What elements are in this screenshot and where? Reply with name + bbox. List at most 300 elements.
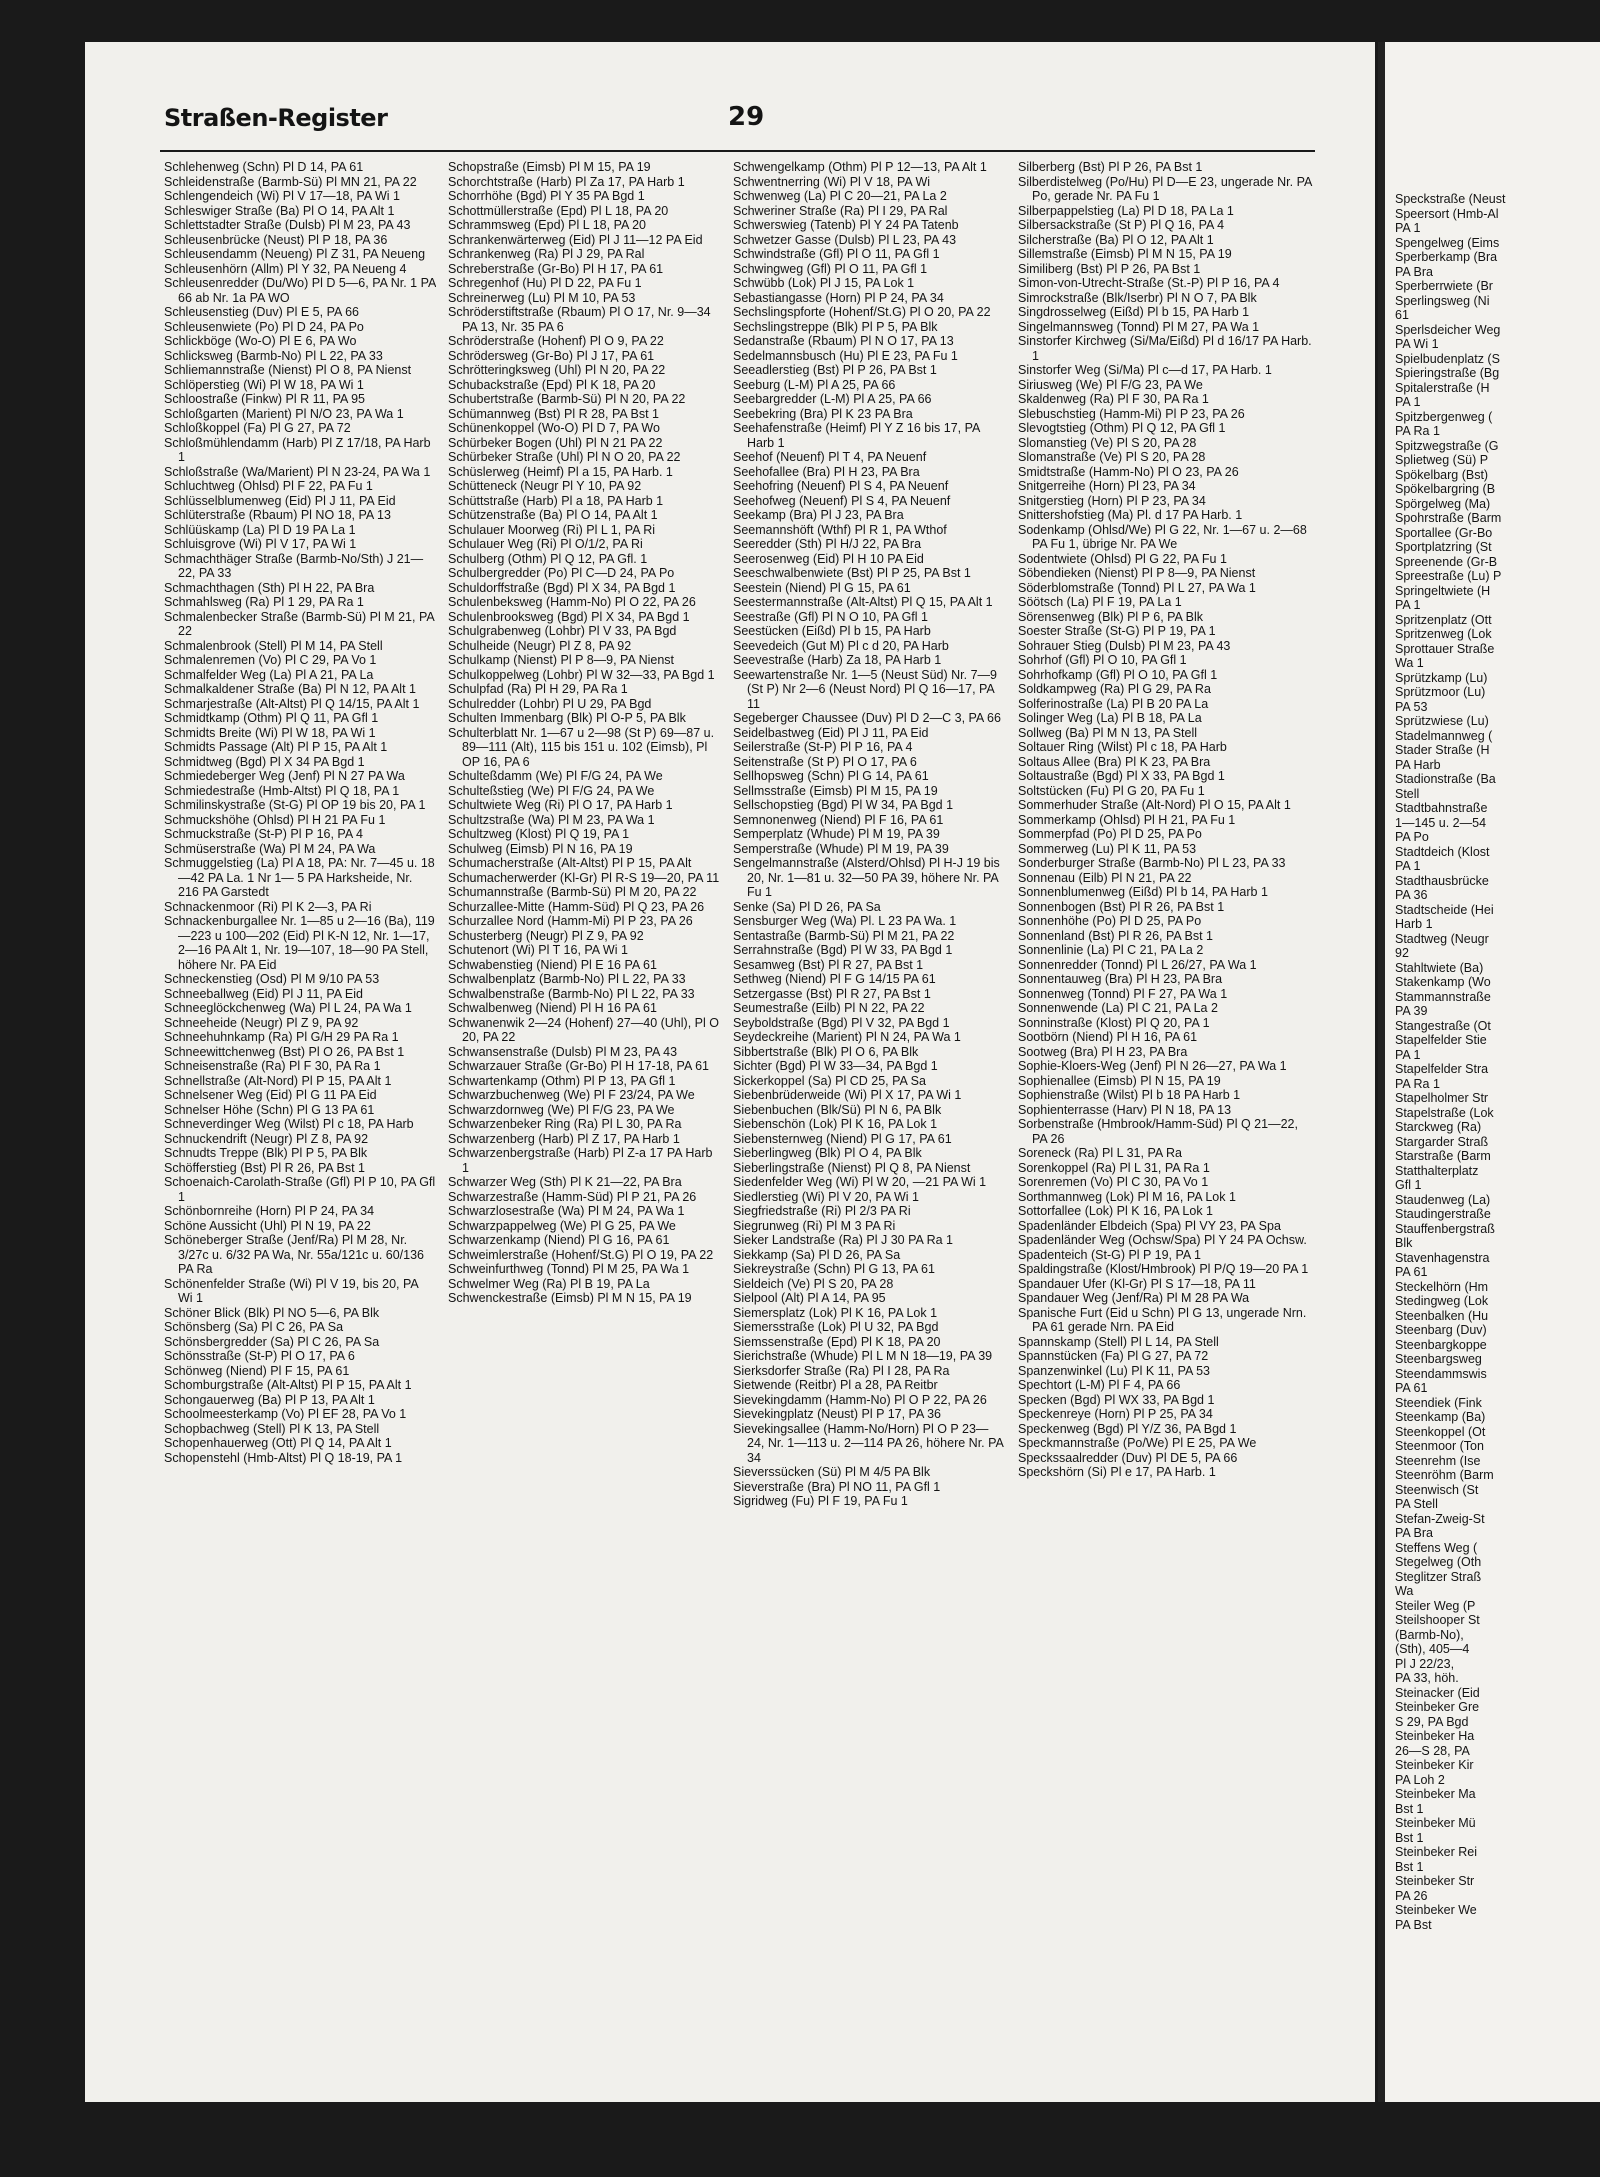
register-entry: PA Harb bbox=[1395, 757, 1441, 772]
register-entry: Seydeckreihe (Marient) Pl N 24, PA Wa 1 bbox=[733, 1030, 961, 1044]
register-entry: Specken (Bgd) Pl WX 33, PA Bgd 1 bbox=[1018, 1392, 1215, 1407]
register-entry: Steenbargkoppe bbox=[1395, 1337, 1487, 1352]
register-entry: Simon-von-Utrecht-Straße (St.-P) Pl P 16, PA 4 bbox=[1018, 276, 1280, 290]
register-entry: Bst 1 bbox=[1395, 1801, 1424, 1816]
register-entry: Schneisenstraße (Ra) Pl F 30, PA Ra 1 bbox=[164, 1059, 381, 1073]
page-number: 29 bbox=[728, 102, 765, 132]
register-entry: Schrödersweg (Gr-Bo) Pl J 17, PA 61 bbox=[448, 348, 655, 363]
register-entry: PA Bra bbox=[1395, 1526, 1433, 1540]
column-2 bbox=[448, 160, 720, 2020]
register-entry: Seestermannstraße (Alt-Altst) Pl Q 15, PA Alt 1 bbox=[733, 595, 993, 609]
register-entry: Schulteßdamm (We) Pl F/G 24, PA We bbox=[448, 769, 663, 783]
register-entry: Siedenfelder Weg (Wi) Pl W 20, —21 PA Wi 1 bbox=[733, 1175, 987, 1189]
register-entry: Schümannweg (Bst) Pl R 28, PA Bst 1 bbox=[448, 406, 659, 421]
register-entry: Speckssaalredder (Duv) Pl DE 5, PA 66 bbox=[1018, 1450, 1238, 1465]
register-entry: Siebenbrüderweide (Wi) Pl X 17, PA Wi 1 bbox=[733, 1088, 962, 1102]
register-entry: Sommerpfad (Po) Pl D 25, PA Po bbox=[1018, 827, 1202, 841]
register-entry: Schloßstraße (Wa/Marient) Pl N 23-24, PA Wa 1 bbox=[164, 464, 431, 479]
register-entry: Schützenstraße (Ba) Pl O 14, PA Alt 1 bbox=[448, 508, 658, 522]
register-entry: Schwübb (Lok) Pl J 15, PA Lok 1 bbox=[733, 276, 915, 290]
register-entry: Siebenbuchen (Blk/Sü) Pl N 6, PA Blk bbox=[733, 1102, 942, 1117]
register-entry: Silberberg (Bst) Pl P 26, PA Bst 1 bbox=[1018, 160, 1203, 174]
register-entry: PA 33, höh. bbox=[1395, 1671, 1459, 1685]
register-entry: Schnudts Treppe (Blk) Pl P 5, PA Blk bbox=[164, 1146, 368, 1160]
register-entry: Steckelhörn (Hm bbox=[1395, 1279, 1489, 1294]
register-entry: Schlickböge (Wo-O) Pl E 6, PA Wo bbox=[164, 334, 357, 348]
page-title: Straßen-Register bbox=[164, 104, 388, 132]
register-entry: Schüttstraße (Harb) Pl a 18, PA Harb 1 bbox=[448, 493, 664, 508]
register-entry: Stapelfelder Stie bbox=[1395, 1033, 1487, 1047]
register-entry: Schwansenstraße (Dulsb) Pl M 23, PA 43 bbox=[448, 1044, 678, 1059]
register-entry: Schluisgrove (Wi) Pl V 17, PA Wi 1 bbox=[164, 537, 357, 551]
register-entry: Schmiedestraße (Hmb-Altst) Pl Q 18, PA 1 bbox=[164, 783, 400, 798]
register-entry: Schrammsweg (Epd) Pl L 18, PA 20 bbox=[448, 218, 647, 232]
register-entry: Steinacker (Eid bbox=[1395, 1685, 1480, 1700]
register-entry: PA 1 bbox=[1395, 859, 1421, 873]
register-entry: Steglitzer Straß bbox=[1395, 1569, 1482, 1584]
register-entry: Schnellstraße (Alt-Nord) Pl P 15, PA Alt 1 bbox=[164, 1073, 392, 1088]
register-entry: Stakenkamp (Wo bbox=[1395, 975, 1491, 989]
register-entry: Schmalenbrook (Stell) Pl M 14, PA Stell bbox=[164, 638, 383, 653]
register-entry: Sonnenblumenweg (Eißd) Pl b 14, PA Harb 1 bbox=[1018, 885, 1268, 899]
register-entry: Sprützmoor (Lu) bbox=[1395, 685, 1486, 699]
register-entry: Sorenremen (Vo) Pl C 30, PA Vo 1 bbox=[1018, 1175, 1209, 1189]
register-entry: Schmidts Passage (Alt) Pl P 15, PA Alt 1 bbox=[164, 740, 388, 754]
register-entry: Stadtbahnstraße bbox=[1395, 801, 1488, 815]
register-entry: Solferinostraße (La) Pl B 20 PA La bbox=[1018, 696, 1209, 711]
register-entry: Sinstorfer Weg (Si/Ma) Pl c—d 17, PA Harb. 1 bbox=[1018, 363, 1272, 377]
register-entry: Schneckenstieg (Osd) Pl M 9/10 PA 53 bbox=[164, 972, 380, 986]
register-entry: Schünenkoppel (Wo-O) Pl D 7, PA Wo bbox=[448, 421, 660, 435]
register-entry: Sottorfallee (Lok) Pl K 16, PA Lok 1 bbox=[1018, 1204, 1214, 1218]
register-entry: Sonnenhöhe (Po) Pl D 25, PA Po bbox=[1018, 914, 1202, 928]
register-entry: Schmalfelder Weg (La) Pl A 21, PA La bbox=[164, 667, 374, 682]
register-entry: Seemannshöft (Wthf) Pl R 1, PA Wthof bbox=[733, 522, 947, 537]
register-entry: Schwenweg (La) Pl C 20—21, PA La 2 bbox=[733, 189, 947, 203]
register-entry: Schürbeker Straße (Uhl) Pl N O 20, PA 22 bbox=[448, 450, 681, 464]
register-entry: Schnuckendrift (Neugr) Pl Z 8, PA 92 bbox=[164, 1131, 369, 1146]
register-entry: Schleusendamm (Neueng) Pl Z 31, PA Neueng bbox=[164, 247, 426, 261]
register-entry: Smidtstraße (Hamm-No) Pl O 23, PA 26 bbox=[1018, 464, 1239, 479]
register-entry: Schwalbenweg (Niend) Pl H 16 PA 61 bbox=[448, 1001, 657, 1015]
register-entry: Starstraße (Barm bbox=[1395, 1149, 1491, 1163]
register-entry: Soltstücken (Fu) Pl G 20, PA Fu 1 bbox=[1018, 783, 1205, 798]
register-entry: Sensburger Weg (Wa) Pl. L 23 PA Wa. 1 bbox=[733, 914, 957, 928]
register-entry: Schumacherstraße (Alt-Altst) Pl P 15, PA Alt bbox=[448, 856, 692, 870]
register-entry: Blk bbox=[1395, 1236, 1413, 1250]
register-entry: Schweimlerstraße (Hohenf/St.G) Pl O 19, PA 22 bbox=[448, 1247, 714, 1262]
register-entry: Siemersstraße (Lok) Pl U 32, PA Bgd bbox=[733, 1320, 939, 1334]
register-entry: Schürbeker Bogen (Uhl) Pl N 21 PA 22 bbox=[448, 435, 663, 450]
register-entry: Sorbenstraße (Hmbrook/Hamm-Süd) Pl Q 21—22, PA 26 bbox=[1018, 1117, 1298, 1146]
register-entry: PA 1 bbox=[1395, 221, 1421, 235]
register-entry: Söötsch (La) Pl F 19, PA La 1 bbox=[1018, 595, 1182, 609]
register-entry: Spannskamp (Stell) Pl L 14, PA Stell bbox=[1018, 1334, 1219, 1349]
register-entry: Silberpappelstieg (La) Pl D 18, PA La 1 bbox=[1018, 203, 1234, 218]
register-entry: Schlehenweg (Schn) Pl D 14, PA 61 bbox=[164, 160, 364, 174]
column-3 bbox=[733, 160, 1005, 2020]
register-entry: Schmuggelstieg (La) Pl A 18, PA: Nr. 7—45 u. 18—42 PA La. 1 Nr 1— 5 PA Harksheide, Nr. 216 PA Garstedt bbox=[164, 856, 435, 899]
register-entry: Schwarzestraße (Hamm-Süd) Pl P 21, PA 26 bbox=[448, 1189, 697, 1204]
register-entry: Siemersplatz (Lok) Pl K 16, PA Lok 1 bbox=[733, 1305, 938, 1320]
register-entry: Schubackstraße (Epd) Pl K 18, PA 20 bbox=[448, 377, 656, 392]
register-entry: Sonnenweg (Tonnd) Pl F 27, PA Wa 1 bbox=[1018, 986, 1228, 1001]
register-entry: Similiberg (Bst) Pl P 26, PA Bst 1 bbox=[1018, 261, 1201, 276]
register-entry: Sprützwiese (Lu) bbox=[1395, 714, 1489, 728]
register-entry: Steenbalken (Hu bbox=[1395, 1308, 1489, 1323]
register-entry: Schwarzer Weg (Sth) Pl K 21—22, PA Bra bbox=[448, 1175, 682, 1189]
register-entry: Speersort (Hmb-Al bbox=[1395, 206, 1499, 221]
register-entry: Schwarzenbeker Ring (Ra) Pl L 30, PA Ra bbox=[448, 1117, 682, 1131]
register-entry: Schmachthagen (Sth) Pl H 22, PA Bra bbox=[164, 580, 375, 595]
register-entry: Sieverssücken (Sü) Pl M 4/5 PA Blk bbox=[733, 1465, 931, 1479]
register-entry: 1—145 u. 2—54 bbox=[1395, 815, 1487, 830]
register-entry: Schloßkoppel (Fa) Pl G 27, PA 72 bbox=[164, 421, 351, 435]
register-entry: Sootweg (Bra) Pl H 23, PA Bra bbox=[1018, 1044, 1188, 1059]
register-entry: Schlüterstraße (Rbaum) Pl NO 18, PA 13 bbox=[164, 508, 391, 522]
register-entry: Schultzstraße (Wa) Pl M 23, PA Wa 1 bbox=[448, 812, 655, 827]
register-entry: 92 bbox=[1395, 946, 1409, 960]
register-entry: Senke (Sa) Pl D 26, PA Sa bbox=[733, 899, 881, 914]
register-entry: Schlüsselblumenweg (Eid) Pl J 11, PA Eid bbox=[164, 493, 396, 508]
register-entry: Steenkamp (Ba) bbox=[1395, 1410, 1486, 1424]
register-entry: Siekkamp (Sa) Pl D 26, PA Sa bbox=[733, 1247, 901, 1262]
register-entry: PA Bra bbox=[1395, 264, 1433, 279]
register-entry: Schwarzbuchenweg (We) Pl F 23/24, PA We bbox=[448, 1088, 695, 1102]
register-entry: Sievekingsallee (Hamm-No/Horn) Pl O P 23—24, Nr. 1—113 u. 2—114 PA 26, höhere Nr. PA 34 bbox=[733, 1421, 1004, 1465]
register-entry: Schulkamp (Nienst) Pl P 8—9, PA Nienst bbox=[448, 653, 675, 667]
register-entry: Spechtort (L-M) Pl F 4, PA 66 bbox=[1018, 1378, 1181, 1392]
register-entry: Spieringstraße (Bg bbox=[1395, 366, 1500, 380]
register-entry: Schöne Aussicht (Uhl) Pl N 19, PA 22 bbox=[164, 1218, 371, 1233]
register-entry: Stadthausbrücke bbox=[1395, 873, 1489, 888]
register-entry: Sinstorfer Kirchweg (Si/Ma/Eißd) Pl d 16/17 PA Harb. 1 bbox=[1018, 334, 1312, 363]
register-entry: Schultwiete Weg (Ri) Pl O 17, PA Harb 1 bbox=[448, 798, 673, 812]
register-entry: Schleidenstraße (Barmb-Sü) Pl MN 21, PA 22 bbox=[164, 174, 417, 189]
register-entry: Sommerhuder Straße (Alt-Nord) Pl O 15, PA Alt 1 bbox=[1018, 798, 1291, 812]
register-entry: Springeltwiete (H bbox=[1395, 583, 1491, 598]
register-entry: Siekreystraße (Schn) Pl G 13, PA 61 bbox=[733, 1262, 935, 1276]
register-entry: Spadenteich (St-G) Pl P 19, PA 1 bbox=[1018, 1247, 1201, 1262]
register-entry: Sieverstraße (Bra) Pl NO 11, PA Gfl 1 bbox=[733, 1479, 941, 1494]
register-entry: Schwengelkamp (Othm) Pl P 12—13, PA Alt 1 bbox=[733, 160, 987, 174]
register-entry: Slomanstieg (Ve) Pl S 20, PA 28 bbox=[1018, 435, 1197, 450]
register-entry: Spitalerstraße (H bbox=[1395, 380, 1490, 395]
register-entry: Schmüserstraße (Wa) Pl M 24, PA Wa bbox=[164, 841, 376, 856]
register-entry: Seidelbastweg (Eid) Pl J 11, PA Eid bbox=[733, 725, 929, 740]
register-entry: Schulgrabenweg (Lohbr) Pl V 33, PA Bgd bbox=[448, 624, 677, 638]
register-entry: Schwentnerring (Wi) Pl V 18, PA Wi bbox=[733, 174, 931, 189]
register-entry: Schleusenstieg (Duv) Pl E 5, PA 66 bbox=[164, 305, 360, 319]
register-entry: Skaldenweg (Ra) Pl F 30, PA Ra 1 bbox=[1018, 392, 1209, 406]
register-entry: Stangestraße (Ot bbox=[1395, 1018, 1491, 1033]
register-entry: Stadtweg (Neugr bbox=[1395, 931, 1489, 946]
register-entry: Schreberstraße (Gr-Bo) Pl H 17, PA 61 bbox=[448, 261, 664, 276]
register-entry: Schulenbrooksweg (Bgd) Pl X 34, PA Bgd 1 bbox=[448, 609, 690, 624]
register-entry: Speckenreye (Horn) Pl P 25, PA 34 bbox=[1018, 1407, 1213, 1421]
register-entry: Seitenstraße (St P) Pl O 17, PA 6 bbox=[733, 754, 917, 769]
register-entry: Schwarzauer Straße (Gr-Bo) Pl H 17-18, PA 61 bbox=[448, 1059, 709, 1073]
register-entry: Schrötteringksweg (Uhl) Pl N 20, PA 22 bbox=[448, 363, 666, 377]
register-entry: PA Po bbox=[1395, 830, 1429, 844]
register-entry: Steinbeker Ma bbox=[1395, 1787, 1476, 1801]
register-entry: Schliemannstraße (Nienst) Pl O 8, PA Nienst bbox=[164, 363, 412, 377]
register-entry: Soltaustraße (Bgd) Pl X 33, PA Bgd 1 bbox=[1018, 769, 1225, 783]
register-entry: Stavenhagenstra bbox=[1395, 1250, 1490, 1265]
register-entry: Singelmannsweg (Tonnd) Pl M 27, PA Wa 1 bbox=[1018, 319, 1260, 334]
register-entry: Schnackenburgallee Nr. 1—85 u 2—16 (Ba), 119—223 u 100—202 (Eid) Pl K-N 12, Nr. 1—17, 2—16 PA Alt 1, Nr. 19—107, 18—90 PA Stell, höhere Nr. PA Eid bbox=[164, 914, 435, 972]
register-entry: PA 26 bbox=[1395, 1888, 1428, 1903]
register-entry: Slomanstraße (Ve) Pl S 20, PA 28 bbox=[1018, 450, 1206, 464]
register-entry: Seewartenstraße Nr. 1—5 (Neust Süd) Nr. 7—9 (St P) Nr 2—6 (Neust Nord) Pl Q 16—17, PA 11 bbox=[733, 667, 997, 711]
register-entry: PA Stell bbox=[1395, 1497, 1438, 1511]
register-entry: Steinbeker Ha bbox=[1395, 1729, 1475, 1743]
register-entry: Schusterberg (Neugr) Pl Z 9, PA 92 bbox=[448, 928, 644, 943]
register-entry: Schneewittchenweg (Bst) Pl O 26, PA Bst 1 bbox=[164, 1044, 405, 1059]
register-entry: Silbersackstraße (St P) Pl Q 16, PA 4 bbox=[1018, 218, 1225, 232]
register-entry: Schulbergredder (Po) Pl C—D 24, PA Po bbox=[448, 566, 675, 580]
register-entry: Sichter (Bgd) Pl W 33—34, PA Bgd 1 bbox=[733, 1059, 938, 1073]
register-entry: Schöneberger Straße (Jenf/Ra) Pl M 28, Nr. 3/27c u. 6/32 PA Wa, Nr. 55a/121c u. 60/136 PA Ra bbox=[164, 1233, 424, 1276]
register-entry: Bst 1 bbox=[1395, 1859, 1424, 1874]
register-entry: Schneehuhnkamp (Ra) Pl G/H 29 PA Ra 1 bbox=[164, 1030, 399, 1044]
register-entry: Schomburgstraße (Alt-Altst) Pl P 15, PA Alt 1 bbox=[164, 1378, 412, 1392]
register-entry: Steinbeker We bbox=[1395, 1903, 1477, 1917]
register-entry: Schönsstraße (St-P) Pl O 17, PA 6 bbox=[164, 1349, 355, 1363]
column-1 bbox=[164, 160, 436, 2020]
register-entry: PA 61 bbox=[1395, 1381, 1428, 1395]
register-entry: Siedlerstieg (Wi) Pl V 20, PA Wi 1 bbox=[733, 1189, 919, 1204]
header-rule bbox=[160, 150, 1315, 152]
register-entry: Wa bbox=[1395, 1584, 1414, 1598]
register-entry: Schloßgarten (Marient) Pl N/O 23, PA Wa 1 bbox=[164, 406, 404, 421]
register-entry: Steenkoppel (Ot bbox=[1395, 1424, 1486, 1439]
register-entry: Seeburg (L-M) Pl A 25, PA 66 bbox=[733, 377, 896, 392]
register-entry: Schnelser Höhe (Schn) Pl G 13 PA 61 bbox=[164, 1102, 375, 1117]
register-entry: Söderblomstraße (Tonnd) Pl L 27, PA Wa 1 bbox=[1018, 580, 1256, 595]
register-entry: Soldkampweg (Ra) Pl G 29, PA Ra bbox=[1018, 682, 1211, 696]
register-entry: Schwarzenbergstraße (Harb) Pl Z-a 17 PA Harb 1 bbox=[448, 1146, 713, 1175]
register-entry: Sieldeich (Ve) Pl S 20, PA 28 bbox=[733, 1276, 894, 1291]
register-entry: Singdrosselweg (Eißd) Pl b 15, PA Harb 1 bbox=[1018, 305, 1250, 319]
register-entry: Sperberrwiete (Br bbox=[1395, 279, 1493, 293]
register-entry: Spitzbergenweg ( bbox=[1395, 409, 1493, 424]
register-entry: Steinbeker Mü bbox=[1395, 1816, 1476, 1830]
register-entry: Speckmannstraße (Po/We) Pl E 25, PA We bbox=[1018, 1436, 1257, 1450]
register-entry: Steenmoor (Ton bbox=[1395, 1439, 1484, 1453]
register-entry: Stadelmannweg ( bbox=[1395, 728, 1493, 743]
page-gutter bbox=[1378, 42, 1385, 2102]
register-entry: Spökelbarg (Bst) bbox=[1395, 467, 1489, 482]
register-entry: Seebargredder (L-M) Pl A 25, PA 66 bbox=[733, 392, 932, 406]
register-entry: (Barmb-No), bbox=[1395, 1627, 1464, 1642]
register-entry: Schopbachweg (Stell) Pl K 13, PA Stell bbox=[164, 1421, 380, 1436]
register-entry: Soltaus Allee (Bra) Pl K 23, PA Bra bbox=[1018, 754, 1211, 769]
register-entry: Slebuschstieg (Hamm-Mi) Pl P 23, PA 26 bbox=[1018, 406, 1245, 421]
register-entry: Sedelmannsbusch (Hu) Pl E 23, PA Fu 1 bbox=[733, 348, 958, 363]
register-entry: Stadionstraße (Ba bbox=[1395, 772, 1496, 786]
column-4 bbox=[1018, 160, 1313, 2020]
register-entry: Schwarzenberg (Harb) Pl Z 17, PA Harb 1 bbox=[448, 1131, 680, 1146]
register-entry: Schütteneck (Neugr Pl Y 10, PA 92 bbox=[448, 479, 642, 493]
register-entry: Schmalenremen (Vo) Pl C 29, PA Vo 1 bbox=[164, 653, 377, 667]
register-entry: Schwarzlosestraße (Wa) Pl M 24, PA Wa 1 bbox=[448, 1204, 685, 1218]
register-entry: Sommerweg (Lu) Pl K 11, PA 53 bbox=[1018, 841, 1197, 856]
register-entry: PA Loh 2 bbox=[1395, 1772, 1445, 1787]
register-entry: Sieberlingstraße (Nienst) Pl Q 8, PA Nienst bbox=[733, 1160, 971, 1175]
register-entry: Schulteßstieg (We) Pl F/G 24, PA We bbox=[448, 783, 655, 798]
register-entry: Pl J 22/23, bbox=[1395, 1656, 1455, 1671]
register-entry: Sorenkoppel (Ra) Pl L 31, PA Ra 1 bbox=[1018, 1160, 1210, 1175]
register-entry: Schultzweg (Klost) Pl Q 19, PA 1 bbox=[448, 827, 630, 841]
register-entry: Schwenckestraße (Eimsb) Pl M N 15, PA 19 bbox=[448, 1291, 692, 1305]
register-entry: Schmarjestraße (Alt-Altst) Pl Q 14/15, PA Alt 1 bbox=[164, 696, 420, 711]
register-entry: Schmahlsweg (Ra) Pl 1 29, PA Ra 1 bbox=[164, 595, 364, 609]
register-entry: Speckstraße (Neust bbox=[1395, 192, 1506, 206]
register-entry: Schmachthäger Straße (Barmb-No/Sth) J 21—22, PA 33 bbox=[164, 551, 424, 580]
register-entry: PA 39 bbox=[1395, 1004, 1428, 1018]
register-entry: Spandauer Weg (Jenf/Ra) Pl M 28 PA Wa bbox=[1018, 1291, 1250, 1305]
register-entry: Schwartenkamp (Othm) Pl P 13, PA Gfl 1 bbox=[448, 1073, 676, 1088]
register-entry: Schönbornreihe (Horn) Pl P 24, PA 34 bbox=[164, 1204, 375, 1218]
register-entry: Schneeheide (Neugr) Pl Z 9, PA 92 bbox=[164, 1015, 359, 1030]
register-entry: Spengelweg (Eims bbox=[1395, 235, 1500, 250]
register-entry: Steendiek (Fink bbox=[1395, 1395, 1482, 1410]
register-entry: Silberdistelweg (Po/Hu) Pl D—E 23, ungerade Nr. PA Po, gerade Nr. PA Fu 1 bbox=[1018, 174, 1312, 203]
register-entry: Schluchtweg (Ohlsd) Pl F 22, PA Fu 1 bbox=[164, 479, 373, 493]
register-entry: Stadtdeich (Klost bbox=[1395, 844, 1490, 859]
register-entry: Snitgerreihe (Horn) Pl 23, PA 34 bbox=[1018, 479, 1196, 493]
register-entry: 26—S 28, PA bbox=[1395, 1743, 1470, 1758]
register-entry: Bst 1 bbox=[1395, 1830, 1424, 1845]
register-entry: Schrankenweg (Ra) Pl J 29, PA Ral bbox=[448, 247, 645, 261]
register-entry: Schneeballweg (Eid) Pl J 11, PA Eid bbox=[164, 986, 363, 1001]
register-entry: Spitzwegstraße (G bbox=[1395, 438, 1499, 453]
register-entry: Schulenbeksweg (Hamm-No) Pl O 22, PA 26 bbox=[448, 595, 696, 609]
register-entry: Spreenende (Gr-B bbox=[1395, 554, 1498, 569]
register-entry: Schregenhof (Hu) Pl D 22, PA Fu 1 bbox=[448, 276, 642, 290]
register-entry: Seehof (Neuenf) Pl T 4, PA Neuenf bbox=[733, 450, 927, 464]
register-entry: Schönweg (Niend) Pl F 15, PA 61 bbox=[164, 1363, 350, 1378]
register-entry: Spandauer Ufer (Kl-Gr) Pl S 17—18, PA 11 bbox=[1018, 1276, 1256, 1291]
register-entry: Speckenweg (Bgd) Pl Y/Z 36, PA Bgd 1 bbox=[1018, 1421, 1237, 1436]
register-entry: Schongauerweg (Ba) Pl P 13, PA Alt 1 bbox=[164, 1392, 375, 1407]
register-entry: Sebastiangasse (Horn) Pl P 24, PA 34 bbox=[733, 290, 944, 305]
register-entry: Spadenländer Elbdeich (Spa) Pl VY 23, PA Spa bbox=[1018, 1218, 1281, 1233]
register-entry: PA 1 bbox=[1395, 395, 1421, 409]
register-entry: Schönsberg (Sa) Pl C 26, PA Sa bbox=[164, 1320, 344, 1334]
register-entry: Segeberger Chaussee (Duv) Pl D 2—C 3, PA 66 bbox=[733, 711, 1001, 725]
register-entry: Schulheide (Neugr) Pl Z 8, PA 92 bbox=[448, 638, 632, 653]
register-entry: Siemssenstraße (Epd) Pl K 18, PA 20 bbox=[733, 1334, 941, 1349]
register-entry: Simrockstraße (Blk/Iserbr) Pl N O 7, PA Blk bbox=[1018, 290, 1257, 305]
register-entry: Steffens Weg ( bbox=[1395, 1540, 1478, 1555]
register-entry: Spanische Furt (Eid u Schn) Pl G 13, ungerade Nrn. PA 61 gerade Nrn. PA Eid bbox=[1018, 1305, 1307, 1334]
register-entry: Sportplatzring (St bbox=[1395, 540, 1492, 554]
register-entry: Schutenort (Wi) Pl T 16, PA Wi 1 bbox=[448, 943, 628, 957]
register-entry: PA 61 bbox=[1395, 1265, 1428, 1279]
register-entry: Schwarzenkamp (Niend) Pl G 16, PA 61 bbox=[448, 1233, 670, 1247]
register-entry: Spreestraße (Lu) P bbox=[1395, 569, 1502, 583]
register-entry: Speckshörn (Si) Pl e 17, PA Harb. 1 bbox=[1018, 1465, 1216, 1479]
register-entry: Spannstücken (Fa) Pl G 27, PA 72 bbox=[1018, 1349, 1209, 1363]
register-entry: Schoenaich-Carolath-Straße (Gfl) Pl P 10, PA Gfl 1 bbox=[164, 1175, 436, 1204]
register-entry: Sörensenweg (Blk) Pl P 6, PA Blk bbox=[1018, 609, 1204, 624]
register-entry: Sohrauer Stieg (Dulsb) Pl M 23, PA 43 bbox=[1018, 638, 1231, 653]
register-entry: Sohrhof (Gfl) Pl O 10, PA Gfl 1 bbox=[1018, 653, 1187, 667]
register-entry: Stargarder Straß bbox=[1395, 1134, 1489, 1149]
register-entry: Seestein (Niend) Pl G 15, PA 61 bbox=[733, 580, 911, 595]
register-entry: Spadenländer Weg (Ochsw/Spa) Pl Y 24 PA Ochsw. bbox=[1018, 1233, 1307, 1247]
register-entry: Seerosenweg (Eid) Pl H 10 PA Eid bbox=[733, 551, 924, 566]
register-entry: Spohrstraße (Barm bbox=[1395, 511, 1502, 525]
register-entry: Spökelbargring (B bbox=[1395, 482, 1496, 496]
register-entry: Stadtscheide (Hei bbox=[1395, 902, 1494, 917]
register-entry: Schopenstehl (Hmb-Altst) Pl Q 18-19, PA 1 bbox=[164, 1450, 403, 1465]
register-entry: Steiler Weg (P bbox=[1395, 1598, 1476, 1613]
register-entry: Steenbargsweg bbox=[1395, 1352, 1482, 1366]
register-entry: Schleusenhörn (Allm) Pl Y 32, PA Neueng 4 bbox=[164, 261, 407, 276]
register-entry: Schwelmer Weg (Ra) Pl B 19, PA La bbox=[448, 1276, 650, 1291]
register-entry: Sootbörn (Niend) Pl H 16, PA 61 bbox=[1018, 1030, 1198, 1044]
register-entry: S 29, PA Bgd bbox=[1395, 1714, 1469, 1729]
register-entry: Sonnenredder (Tonnd) Pl L 26/27, PA Wa 1 bbox=[1018, 957, 1257, 972]
register-entry: Schlicksweg (Barmb-No) Pl L 22, PA 33 bbox=[164, 348, 383, 363]
register-entry: Stapelfelder Stra bbox=[1395, 1062, 1489, 1076]
register-entry: Sohrhofkamp (Gfl) Pl O 10, PA Gfl 1 bbox=[1018, 667, 1218, 682]
register-entry: Steinbeker Kir bbox=[1395, 1758, 1474, 1772]
register-entry: Schleusenredder (Du/Wo) Pl D 5—6, PA Nr. 1 PA 66 ab Nr. 1a PA WO bbox=[164, 276, 436, 305]
register-entry: Gfl 1 bbox=[1395, 1178, 1422, 1192]
register-entry: Stauffenbergstraß bbox=[1395, 1221, 1495, 1236]
register-entry: Solinger Weg (La) Pl B 18, PA La bbox=[1018, 711, 1202, 725]
register-entry: Seevedeich (Gut M) Pl c d 20, PA Harb bbox=[733, 638, 949, 653]
register-entry: Sperberkamp (Bra bbox=[1395, 250, 1498, 264]
register-entry: Spaldingstraße (Klost/Hmbrook) Pl P/Q 19—20 PA 1 bbox=[1018, 1262, 1309, 1276]
register-entry: Schöfferstieg (Bst) Pl R 26, PA Bst 1 bbox=[164, 1160, 366, 1175]
register-entry: Schumannstraße (Barmb-Sü) Pl M 20, PA 22 bbox=[448, 885, 697, 899]
register-entry: Steinbeker Gre bbox=[1395, 1700, 1480, 1714]
register-entry: Siebenschön (Lok) Pl K 16, PA Lok 1 bbox=[733, 1117, 938, 1131]
register-entry: Snitgerstieg (Horn) Pl P 23, PA 34 bbox=[1018, 493, 1206, 508]
register-entry: Schweriner Straße (Ra) Pl I 29, PA Ral bbox=[733, 203, 948, 218]
register-entry: PA Ra 1 bbox=[1395, 424, 1440, 438]
register-entry: Sellmsstraße (Eimsb) Pl M 15, PA 19 bbox=[733, 783, 938, 798]
register-entry: 61 bbox=[1395, 308, 1409, 322]
register-entry: Harb 1 bbox=[1395, 917, 1433, 931]
register-entry: Soreneck (Ra) Pl L 31, PA Ra bbox=[1018, 1146, 1182, 1160]
register-entry: Seeadlerstieg (Bst) Pl P 26, PA Bst 1 bbox=[733, 363, 937, 377]
register-entry: Steenwisch (St bbox=[1395, 1482, 1479, 1497]
register-entry: Sportallee (Gr-Bo bbox=[1395, 525, 1493, 540]
register-entry: Steinbeker Str bbox=[1395, 1874, 1475, 1888]
register-entry: Schumacherwerder (Kl-Gr) Pl R-S 19—20, PA 11 bbox=[448, 870, 720, 885]
register-entry: Schubertstraße (Barmb-Sü) Pl N 20, PA 22 bbox=[448, 392, 686, 406]
register-entry: Stapelstraße (Lok bbox=[1395, 1105, 1494, 1120]
register-entry: Sophienallee (Eimsb) Pl N 15, PA 19 bbox=[1018, 1073, 1221, 1088]
register-entry: Seilerstraße (St-P) Pl P 16, PA 4 bbox=[733, 740, 913, 754]
register-entry: Sonnentauweg (Bra) Pl H 23, PA Bra bbox=[1018, 972, 1223, 986]
register-entry: Sibbertstraße (Blk) Pl O 6, PA Blk bbox=[733, 1044, 919, 1059]
register-entry: Steinbeker Rei bbox=[1395, 1845, 1477, 1859]
register-entry: Sperlsdeicher Weg bbox=[1395, 322, 1501, 337]
register-entry: Steendammswis bbox=[1395, 1366, 1487, 1381]
register-entry: Steenröhm (Barm bbox=[1395, 1468, 1494, 1482]
register-entry: Schmilinskystraße (St-G) Pl OP 19 bis 20, PA 1 bbox=[164, 798, 426, 812]
register-entry: Sietwende (Reitbr) Pl a 28, PA Reitbr bbox=[733, 1378, 938, 1392]
register-entry: Schöner Blick (Blk) Pl NO 5—6, PA Blk bbox=[164, 1305, 380, 1320]
register-entry: Spanzenwinkel (Lu) Pl K 11, PA 53 bbox=[1018, 1363, 1211, 1378]
